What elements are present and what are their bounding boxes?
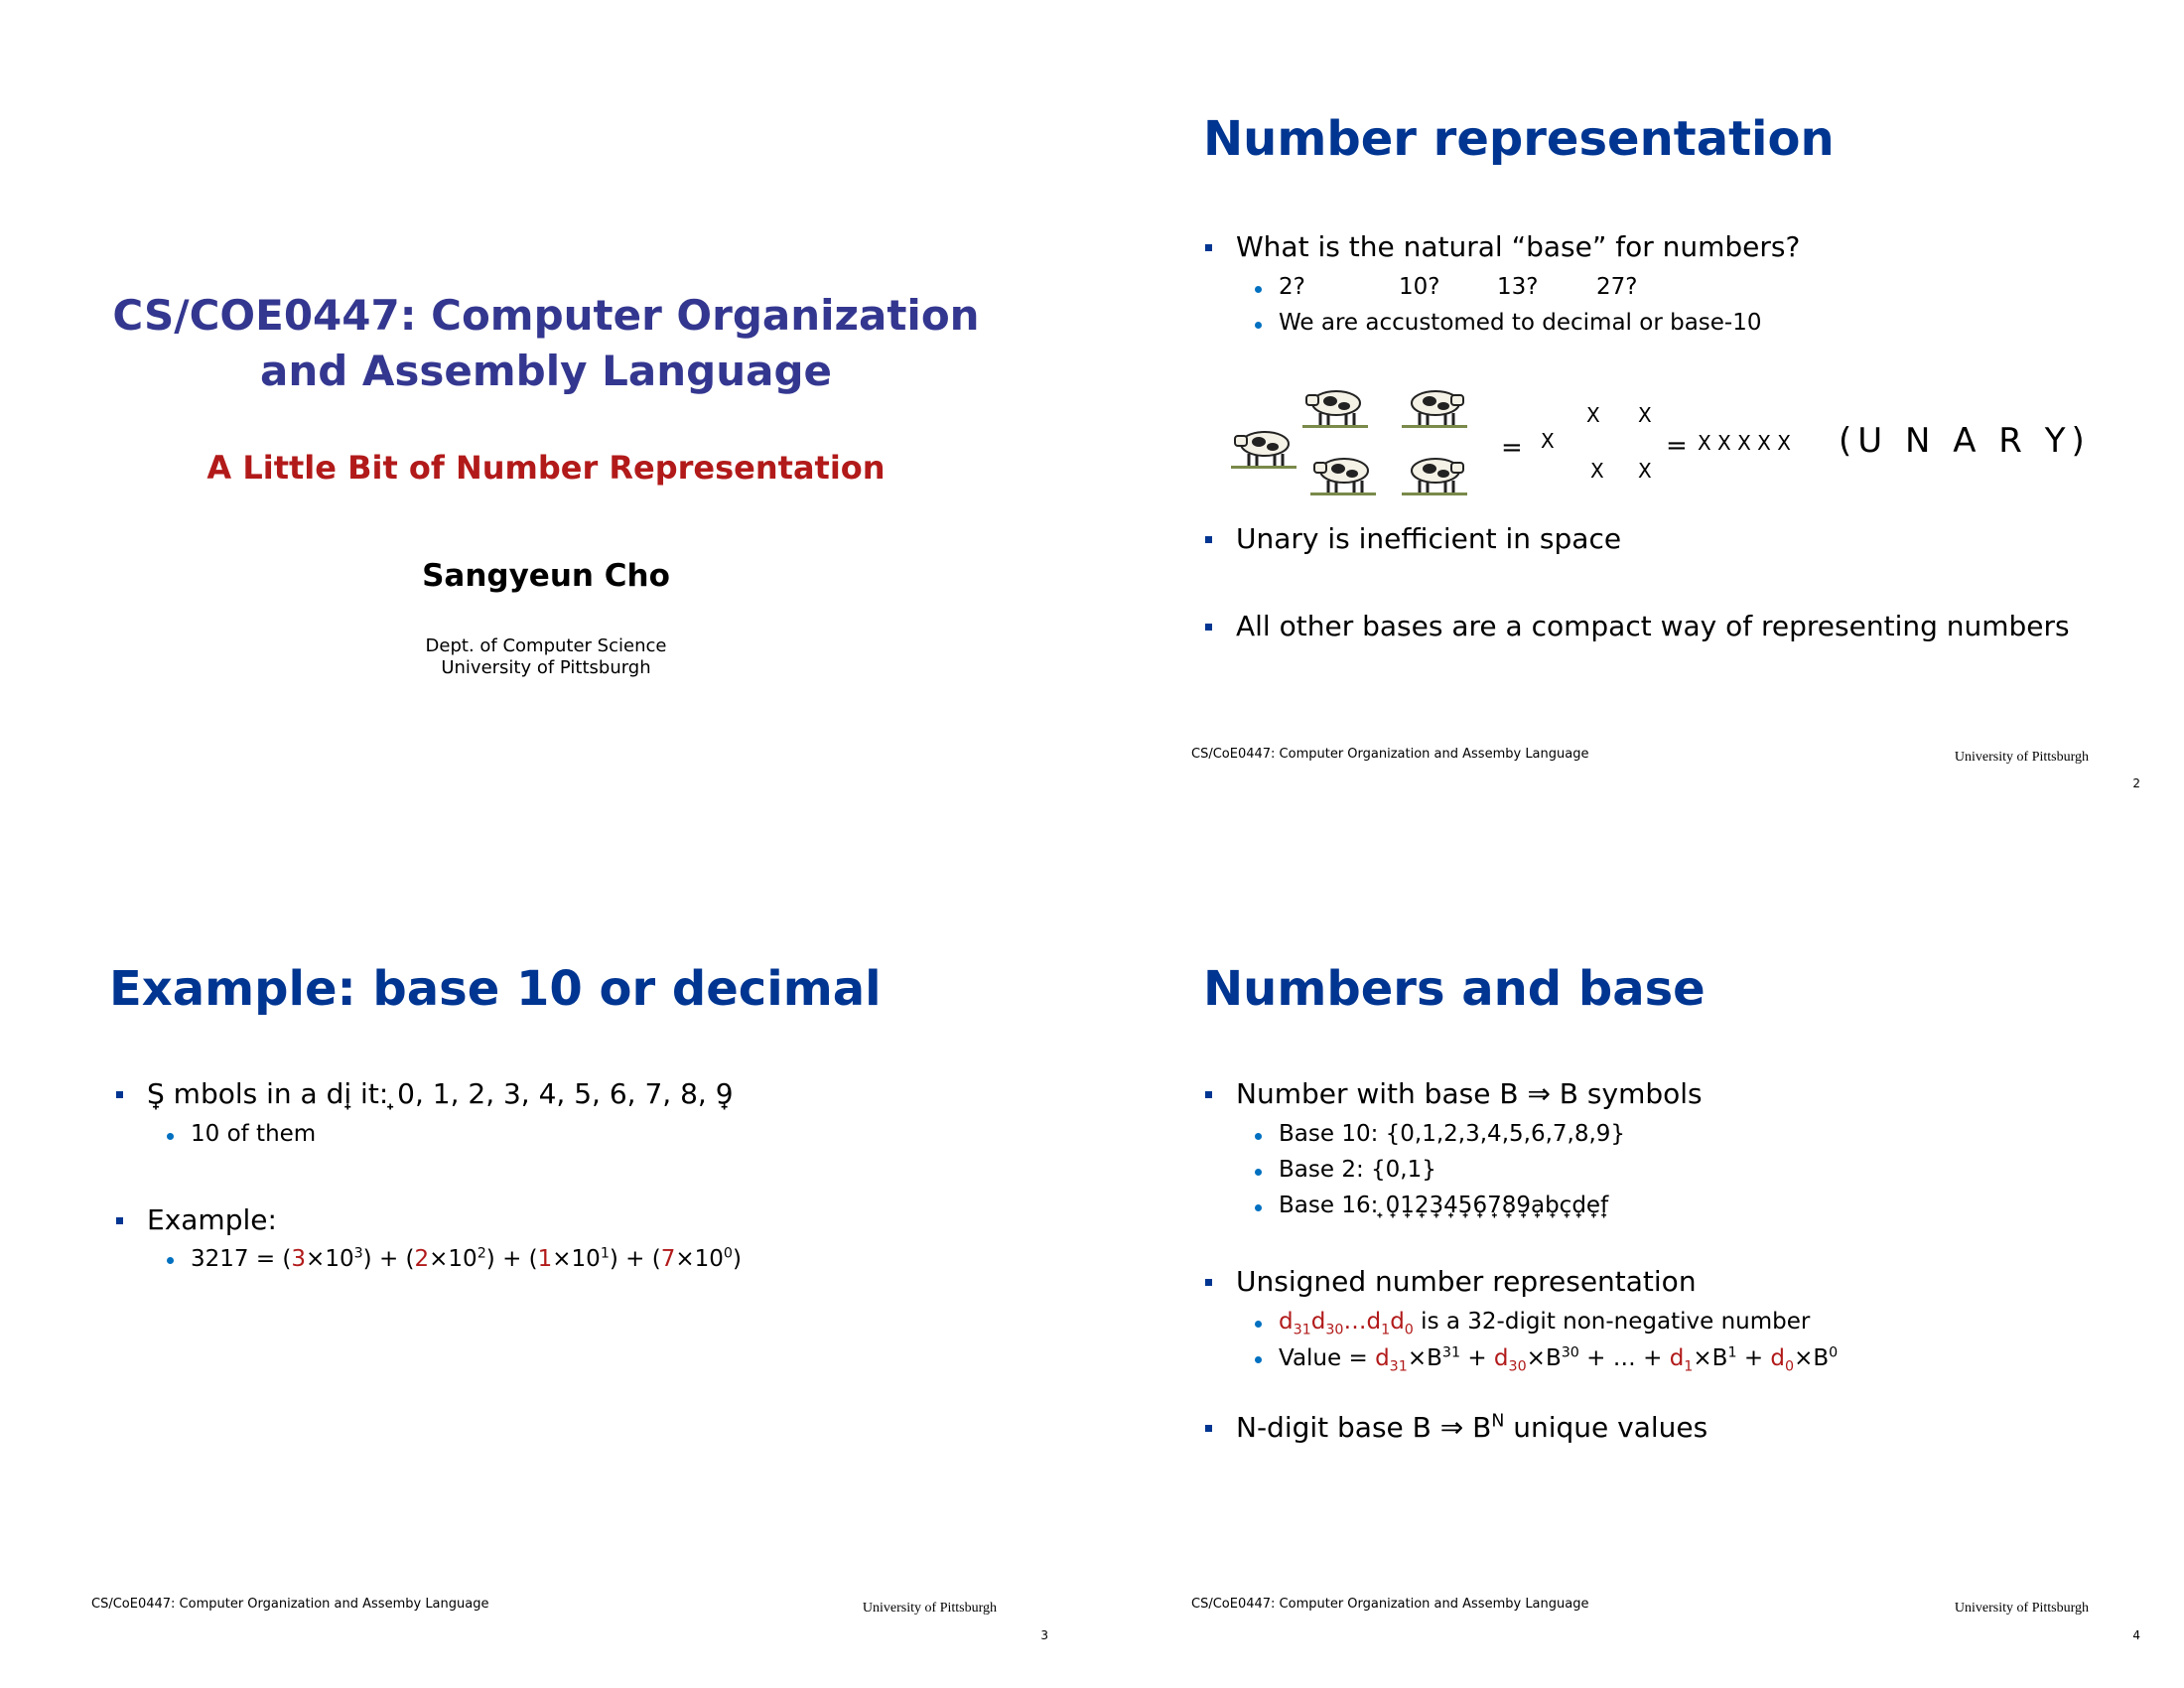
cow-icon: [1400, 449, 1469, 496]
sub-bullet-text: 10 of them: [191, 1121, 317, 1147]
affiliation: [0, 635, 1092, 679]
formula-text: +: [1643, 1344, 1670, 1371]
sub-bullet-text: Base 2: {0,1}: [1279, 1157, 1436, 1183]
bullet-marker: [116, 1217, 123, 1224]
value-formula: [1279, 1344, 1839, 1375]
page-number: 2: [2132, 776, 2140, 790]
sub-bullet: [1279, 1309, 1810, 1338]
expr-text: ×10: [429, 1245, 478, 1272]
digit-index: 1: [1381, 1322, 1391, 1338]
university: University of Pittsburgh: [441, 657, 651, 678]
cow-icon: [1308, 449, 1378, 496]
bullet: [1236, 1411, 1707, 1444]
exponent: 2: [477, 1245, 486, 1261]
footer-university: University of Pittsburgh: [862, 1601, 997, 1616]
exponent: 1: [1727, 1344, 1737, 1360]
sub-bullet: [1279, 1157, 1436, 1183]
cow-icon: [1229, 422, 1298, 470]
digit-symbol: d: [1375, 1344, 1390, 1371]
bullet-text: Unary is inefficient in space: [1236, 522, 1622, 555]
digit-index: 30: [1508, 1358, 1527, 1375]
course-title-line1: CS/COE0447: Computer Organization: [112, 291, 980, 340]
bullet-text: All other bases are a compact way of representing numbers: [1236, 610, 2070, 642]
author-name: Sangyeun Cho: [422, 558, 670, 594]
bullet-marker: [1205, 1091, 1212, 1098]
slide-title: [0, 0, 1092, 844]
sub-bullet-text: Base 16: ̟0̟1̟2̟3̟4̟5̟6̟7̟8̟9̟a̟b̟c̟d̟e̟f̟: [1279, 1193, 1609, 1218]
digit-symbol: d: [1770, 1344, 1786, 1371]
footer-university: University of Pittsburgh: [1954, 750, 2089, 765]
digit: 1: [537, 1245, 553, 1272]
digit: 7: [660, 1245, 676, 1272]
expr-text: ×10: [552, 1245, 601, 1272]
formula-text: ×B: [1794, 1344, 1830, 1371]
sub-bullet-marker: [167, 1133, 174, 1140]
exponent: 0: [723, 1245, 733, 1261]
tally-row: X X X X X: [1698, 431, 1791, 455]
bullet-text: Unsigned number representation: [1236, 1265, 1697, 1298]
bullet: [1236, 230, 1800, 263]
expr-text: ×10: [306, 1245, 354, 1272]
sub-bullet-text: We are accustomed to decimal or base-10: [1279, 310, 1762, 336]
exponent: 1: [600, 1245, 610, 1261]
slide-numbers-and-base: [1092, 844, 2184, 1688]
unary-label: (U N A R Y): [1839, 421, 2091, 461]
formula-text: Value =: [1279, 1344, 1376, 1371]
equals-sign: =: [1501, 433, 1523, 463]
expr-text: ): [733, 1245, 742, 1272]
lecture-subtitle: A Little Bit of Number Representation: [206, 449, 886, 487]
sub-bullet: [1279, 310, 1761, 336]
footer-course: CS/CoE0447: Computer Organization and Assemby Language: [91, 1597, 489, 1612]
bullet-text: What is the natural “base” for numbers?: [1236, 230, 1801, 263]
bullet: [1236, 1265, 1697, 1298]
sub-bullet: [1279, 1193, 1608, 1218]
formula-text: ×B: [1526, 1344, 1562, 1371]
decimal-expansion: [191, 1246, 742, 1272]
expr-text: ) + (: [609, 1245, 661, 1272]
cow-icon: [1400, 381, 1469, 429]
bullet-marker: [116, 1091, 123, 1098]
digit-symbol: d: [1669, 1344, 1685, 1371]
tally-x: X: [1638, 403, 1652, 427]
digit-index: 31: [1389, 1358, 1408, 1375]
bullet-marker: [1205, 624, 1212, 631]
digit-symbol: d: [1366, 1309, 1382, 1335]
formula-text: ×B: [1407, 1344, 1442, 1371]
sub-bullet-text: Base 10: {0,1,2,3,4,5,6,7,8,9}: [1279, 1121, 1626, 1147]
bullet-marker: [1205, 1279, 1212, 1286]
slide-example-decimal: [0, 844, 1092, 1688]
bullet: [1236, 522, 1621, 555]
department: Dept. of Computer Science: [425, 635, 667, 656]
bullet-text: Number with base B ⇒ B symbols: [1236, 1077, 1703, 1110]
formula-text: +: [1460, 1344, 1494, 1371]
bullet: [147, 1203, 277, 1236]
equals-sign: =: [1666, 431, 1688, 461]
footer-course: CS/CoE0447: Computer Organization and Assemby Language: [1191, 747, 1589, 762]
tally-x: X: [1638, 459, 1652, 483]
base-option: 2?: [1279, 274, 1305, 300]
digit-index: 30: [1325, 1322, 1344, 1338]
digit: 2: [414, 1245, 430, 1272]
expr-text: ×10: [675, 1245, 724, 1272]
bullet-text: Example:: [147, 1203, 277, 1236]
bullet-text-part: unique values: [1504, 1411, 1708, 1444]
sub-bullet-marker: [1255, 1204, 1262, 1211]
digit-index: 1: [1684, 1358, 1694, 1375]
digit-symbol: d: [1279, 1309, 1294, 1335]
digit-sequence: [1279, 1309, 1811, 1338]
bullet: [147, 1077, 734, 1110]
tally-x: X: [1541, 429, 1555, 453]
page-number: 3: [1040, 1628, 1048, 1642]
bullet-marker: [1205, 536, 1212, 543]
footer-university: University of Pittsburgh: [1954, 1601, 2089, 1616]
base-option: 13?: [1497, 274, 1539, 300]
formula-text: …: [1612, 1344, 1644, 1371]
sub-bullet-marker: [1255, 1356, 1262, 1363]
base-option: 10?: [1399, 274, 1440, 300]
tally-x: X: [1590, 459, 1604, 483]
digit-index: 31: [1293, 1322, 1311, 1338]
digit-index: 0: [1785, 1358, 1795, 1375]
sub-bullet: [191, 1245, 742, 1272]
digit-symbol: d: [1390, 1309, 1405, 1335]
sub-bullet: [1279, 1121, 1625, 1147]
bullet: [1236, 610, 2070, 642]
course-title: [0, 288, 1092, 399]
bullet-text: S̟ mbols in a di̟ it: ̟0, 1, 2, 3, 4, 5, 6, 7, 8, 9̟: [147, 1077, 734, 1110]
expr-text: ) + (: [485, 1245, 538, 1272]
sub-bullet-marker: [1255, 1133, 1262, 1140]
page-number: 4: [2132, 1628, 2140, 1642]
sub-bullet-marker: [167, 1257, 174, 1264]
exponent: 0: [1829, 1344, 1839, 1360]
formula-text: ×B: [1693, 1344, 1728, 1371]
tally-x: X: [1586, 403, 1600, 427]
bullet-text: [1236, 1411, 1707, 1444]
base-option: 27?: [1596, 274, 1638, 300]
cow-icon: [1300, 381, 1370, 429]
bullet-marker: [1205, 244, 1212, 251]
exponent: N: [1491, 1411, 1505, 1432]
exponent: 3: [353, 1245, 363, 1261]
bullet-marker: [1205, 1425, 1212, 1432]
exponent: 31: [1441, 1344, 1461, 1360]
digit-symbol: d: [1310, 1309, 1326, 1335]
slide-title: Example: base 10 or decimal: [109, 961, 882, 1017]
bullet-text-part: N-digit base B ⇒ B: [1236, 1411, 1492, 1444]
digit-index: 0: [1404, 1322, 1414, 1338]
digit: 3: [291, 1245, 307, 1272]
sub-bullet-text: is a 32-digit non-negative number: [1413, 1309, 1811, 1335]
sub-bullet-marker: [1255, 1169, 1262, 1176]
course-title-line2: and Assembly Language: [259, 347, 832, 395]
expr-text: ) + (: [362, 1245, 415, 1272]
sub-bullet: [191, 1121, 316, 1147]
sub-bullet-marker: [1255, 322, 1262, 329]
expr-text: 3217 = (: [191, 1245, 292, 1272]
formula-text: +: [1578, 1344, 1613, 1371]
slide-number-representation: [1092, 0, 2184, 844]
footer-course: CS/CoE0447: Computer Organization and Assemby Language: [1191, 1597, 1589, 1612]
slide-title: Numbers and base: [1203, 961, 1706, 1017]
sub-bullet: [1279, 274, 1638, 300]
exponent: 30: [1561, 1344, 1579, 1360]
bullet: [1236, 1077, 1703, 1110]
slide-title: Number representation: [1203, 111, 1835, 167]
digit-symbol: d: [1493, 1344, 1509, 1371]
sub-bullet-marker: [1255, 1321, 1262, 1328]
ellipsis: …: [1343, 1309, 1367, 1335]
sub-bullet: [1279, 1344, 1838, 1374]
sub-bullet-marker: [1255, 286, 1262, 293]
formula-text: +: [1736, 1344, 1771, 1371]
